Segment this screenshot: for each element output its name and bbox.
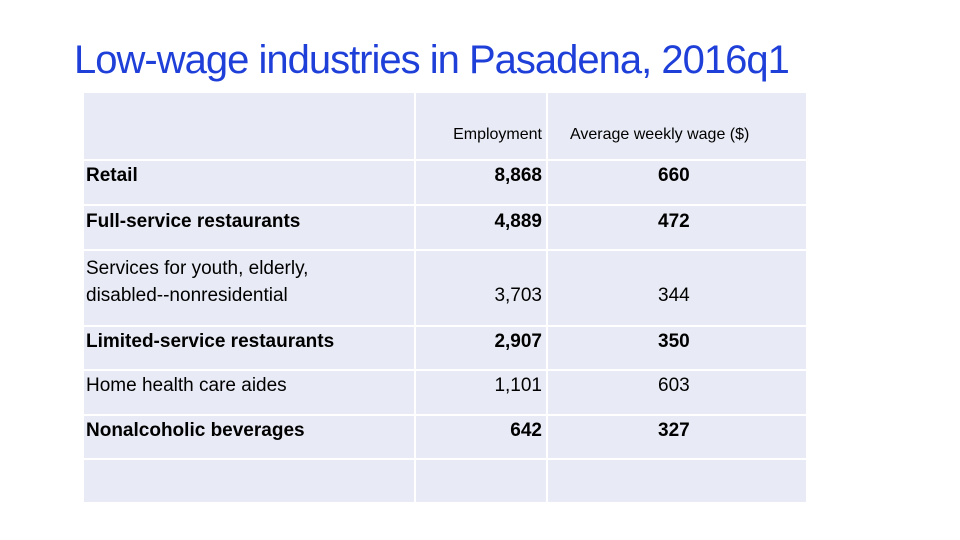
employment-value: 8,868 <box>494 165 542 186</box>
table-row-label <box>84 161 414 204</box>
employment-value: 642 <box>510 420 542 441</box>
table-row-label <box>84 251 414 325</box>
header-cell-wage <box>548 93 806 159</box>
row-label-text: Retail <box>86 165 138 186</box>
wage-value: 660 <box>658 165 690 186</box>
table-row-empty <box>84 460 414 502</box>
table-row-empty <box>416 460 546 502</box>
table-row-employment <box>416 161 546 204</box>
employment-value: 2,907 <box>494 331 542 352</box>
table-row-wage <box>548 161 806 204</box>
table-row-employment <box>416 251 546 325</box>
table-row-employment <box>416 371 546 414</box>
table-row-wage <box>548 416 806 458</box>
row-label-text: Full-service restaurants <box>86 211 301 232</box>
table-row-wage <box>548 251 806 325</box>
row-label-text: Limited-service restaurants <box>86 331 335 352</box>
table-row-label <box>84 416 414 458</box>
header-employment: Employment <box>453 126 542 143</box>
wage-value: 350 <box>658 331 690 352</box>
header-cell-employment <box>416 93 546 159</box>
table-row-label <box>84 371 414 414</box>
slide-title: Low-wage industries in Pasadena, 2016q1 <box>74 38 789 82</box>
row-label-text: Nonalcoholic beverages <box>86 420 305 441</box>
table-row-wage <box>548 327 806 369</box>
header-wage: Average weekly wage ($) <box>570 126 750 143</box>
row-label-text: Home health care aides <box>86 375 287 396</box>
employment-value: 1,101 <box>494 375 542 396</box>
wage-value: 472 <box>658 211 690 232</box>
table-row-employment <box>416 206 546 249</box>
table-row-employment <box>416 327 546 369</box>
employment-value: 3,703 <box>494 285 542 306</box>
table-row-label <box>84 206 414 249</box>
table-row-empty <box>548 460 806 502</box>
header-cell-empty <box>84 93 414 159</box>
table-row-employment <box>416 416 546 458</box>
data-table <box>84 93 806 502</box>
table-row-wage <box>548 371 806 414</box>
table-row-label <box>84 327 414 369</box>
wage-value: 327 <box>658 420 690 441</box>
wage-value: 344 <box>658 285 690 306</box>
employment-value: 4,889 <box>494 211 542 232</box>
table-row-wage <box>548 206 806 249</box>
wage-value: 603 <box>658 375 690 396</box>
row-label-text: Services for youth, elderly, <box>86 258 309 279</box>
row-label-text-line2: disabled--nonresidential <box>86 285 288 306</box>
